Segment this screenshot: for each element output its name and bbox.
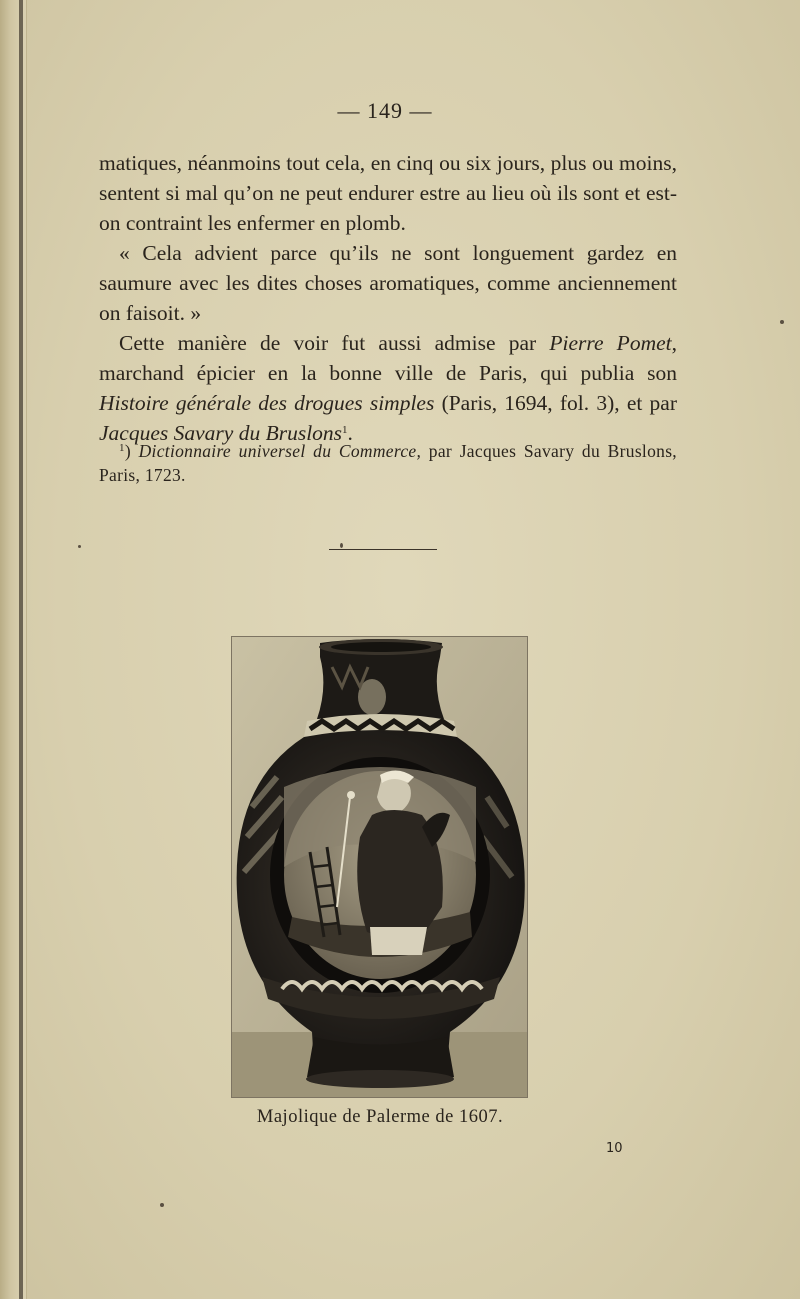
footnote-paren: ) [124, 441, 131, 461]
paper-speck [78, 545, 81, 548]
text-run: , marchand épicier en la bonne ville de Paris, qui publia son [99, 331, 677, 385]
vase-illustration [231, 636, 528, 1098]
signature-mark: 10 [606, 1141, 623, 1156]
figure-caption: Majolique de Palerme de 1607. [256, 1107, 504, 1127]
footnote-text: par Jacques Savary du Bruslons, Paris, 1723. [99, 441, 677, 485]
footnote-marker: 1 [119, 442, 125, 454]
text-run: Cette manière de voir fut aussi admise par [119, 331, 550, 355]
binding-edge [19, 0, 23, 1299]
italic-text: Pierre Pomet [549, 331, 672, 355]
footnote-reference: 1 [342, 424, 348, 436]
footnote [99, 439, 677, 487]
text-run: (Paris, 1694, fol. 3), et par [434, 391, 677, 415]
paper-speck [160, 1203, 164, 1207]
majolica-vase-image [232, 637, 527, 1097]
italic-text: Jacques Savary du Bruslons [99, 421, 343, 445]
text-run: matiques, néanmoins tout cela, en cinq ou six jours, plus ou moins, sentent si mal qu’on ne peut endurer estre au lieu où ils sont et est-on contraint les enfermer en plomb. [99, 151, 677, 235]
page-number: — 149 — [337, 98, 433, 123]
paper-speck [780, 320, 784, 324]
italic-text: Histoire générale des drogues simples [99, 391, 435, 415]
text-run: . [347, 421, 353, 445]
footnote-title: Dictionnaire universel du Commerce, [138, 441, 422, 461]
paper-speck [340, 543, 343, 548]
section-divider [329, 549, 437, 550]
body-text [99, 148, 677, 448]
text-run: « Cela advient parce qu’ils ne sont longuement gardez en saumure avec les dites choses aromatiques, comme anciennement on faisoit. » [99, 241, 677, 325]
paragraph [99, 238, 677, 328]
paragraph [99, 148, 677, 238]
paragraph [99, 328, 677, 448]
